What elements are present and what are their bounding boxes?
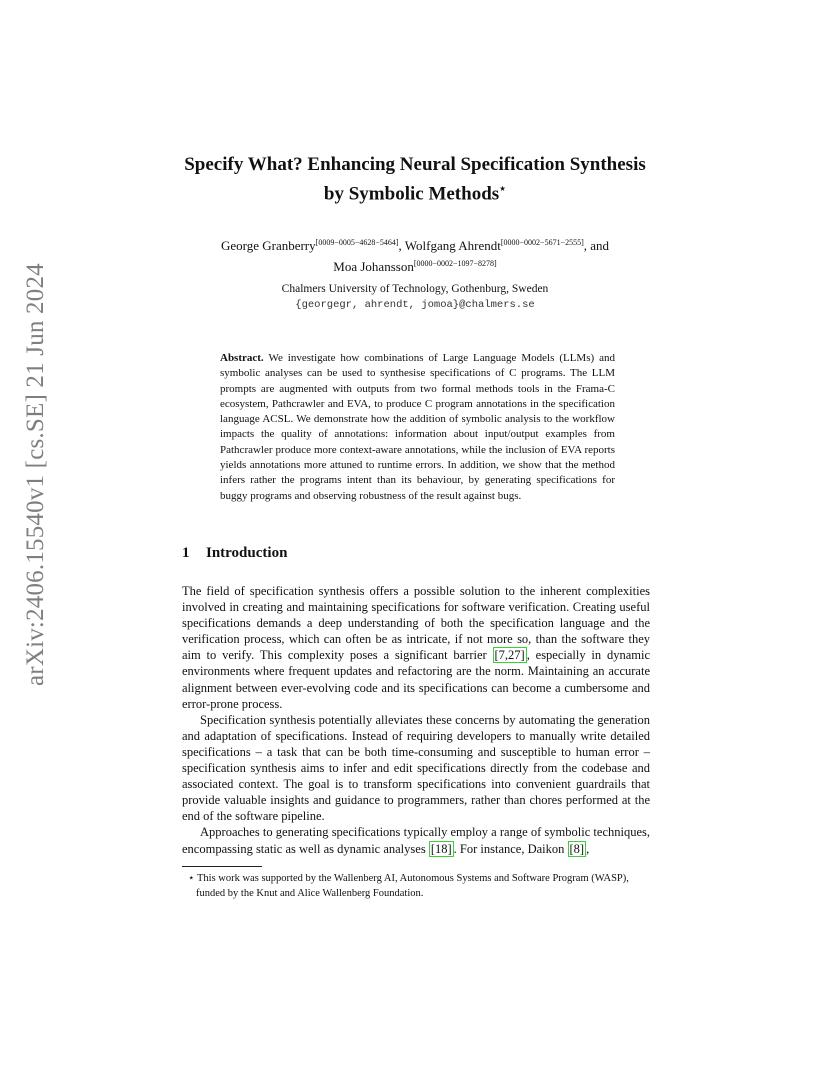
title-line-1: Specify What? Enhancing Neural Specification Synthesis — [184, 154, 646, 175]
author-name: Moa Johansson — [333, 259, 414, 274]
paragraph-text: , especially in dynamic environments where frequent updates and refactoring are the norm. Maintaining an accurate alignment between ever-evolving code and its specifications can become a cumbersome and error-prone process. — [182, 648, 650, 711]
paragraph-text: , — [586, 841, 590, 856]
author-name: Wolfgang Ahrendt — [404, 238, 501, 253]
author-name: George Granberry — [220, 238, 316, 253]
section-number: 1 — [182, 545, 190, 561]
paragraph — [182, 583, 650, 712]
citation-link[interactable]: [18] — [430, 841, 452, 856]
paragraph — [182, 824, 650, 856]
citation-link[interactable]: [8] — [569, 841, 585, 856]
footnote-divider — [182, 866, 262, 867]
paragraph-text: . For instance, Daikon — [453, 841, 568, 856]
author-orcid: [0000−0002−1097−8278] — [413, 259, 497, 268]
affiliation-block — [150, 281, 680, 313]
introduction-body — [182, 583, 650, 857]
footnote — [182, 871, 650, 901]
author-list — [150, 234, 680, 276]
abstract — [220, 351, 615, 504]
title-line-2: by Symbolic Methods — [323, 183, 500, 205]
citation-link[interactable]: [7,27] — [494, 648, 525, 663]
author-separator: , — [398, 238, 405, 253]
section-title: Introduction — [206, 545, 288, 561]
footnote-mark: ⋆ — [188, 873, 195, 884]
author-orcid: [0009−0005−4628−5464] — [315, 238, 399, 247]
title-footnote-mark: ⋆ — [499, 183, 507, 195]
abstract-text: We investigate how combinations of Large Language Models (LLMs) and symbolic analyses can be used to synthesise specifications of C programs. The LLM prompts are augmented with outputs from two formal methods tools in the Frama-C ecosystem, Pathcrawler and EVA, to produce C program annotations in the specification language ACSL. We demonstrate how the addition of symbolic analysis to the workflow impacts the quality of annotations: information about input/output examples from Pathcrawler produce more context-aware annotations, while the inclusion of EVA reports yields annotations more attuned to runtime errors. In addition, we show that the method infers rather the programs intent than its behaviour, by generating specifications for buggy programs and observing robustness of the result against bugs. — [220, 352, 615, 502]
abstract-label: Abstract. — [220, 352, 264, 364]
author-separator: , and — [583, 238, 610, 253]
paragraph-text: The field of specification synthesis offers a possible solution to the inherent complexities involved in creating and maintaining specifications for software verification. Creating useful specifications demands a deep understanding of both the specification language and the verification process, which can often be as intricate, if not more so, than the software they aim to verify. This complexity poses a significant barrier — [182, 584, 650, 663]
paragraph-text: Approaches to generating specifications typically employ a range of symbolic techniques, encompassing static as well as dynamic analyses — [182, 825, 650, 856]
author-orcid: [0000−0002−5671−2555] — [500, 238, 584, 247]
paragraph: Specification synthesis potentially alleviates these concerns by automating the generation and adaptation of specifications. Instead of requiring developers to manually write detailed specifications – a task that can be both time-consuming and susceptible to human error – specification synthesis aims to infer and edit specifications directly from the codebase and associated context. The goal is to transform specifications into convenient guardrails that provide valuable insights and guidance to programmers, rather than chores performed at the end of the software pipeline. — [182, 712, 650, 824]
author-emails: {georgegr, ahrendt, jomoa}@chalmers.se — [295, 299, 535, 311]
section-heading — [182, 545, 287, 562]
affiliation: Chalmers University of Technology, Gothenburg, Sweden — [281, 283, 549, 295]
footnote-text: This work was supported by the Wallenberg AI, Autonomous Systems and Software Program (WASP), funded by the Knut and Alice Wallenberg Foundation. — [196, 873, 629, 899]
arxiv-identifier-stamp: arXiv:2406.15540v1 [cs.SE] 21 Jun 2024 — [22, 263, 49, 686]
paper-title — [150, 152, 680, 206]
